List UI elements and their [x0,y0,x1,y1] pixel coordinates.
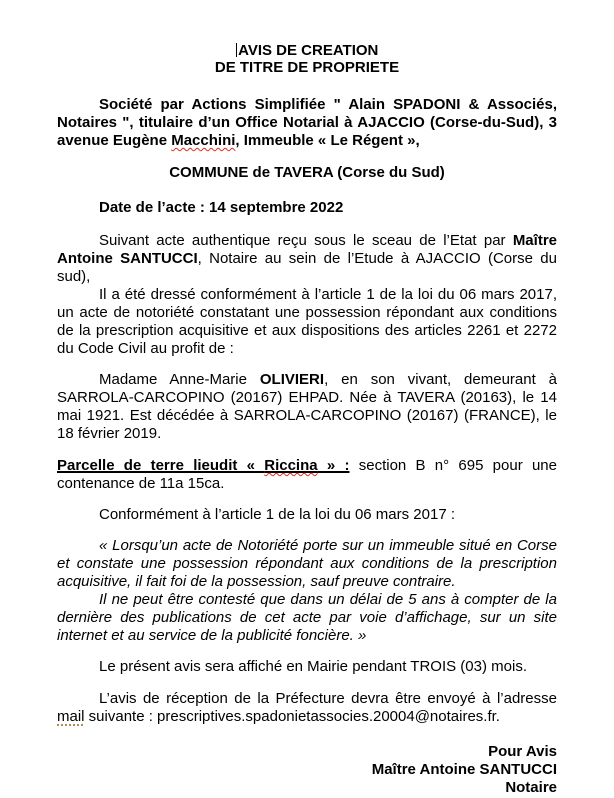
conformement-line: Conformément à l’article 1 de la loi du 06 mars 2017 : [99,506,456,523]
defunte-paragraph [57,371,557,443]
suivant-text: Suivant acte authentique reçu sous le sceau de l’Etat par [99,232,513,249]
parcelle-lead: Parcelle de terre lieudit « [57,457,265,474]
notary-office-text: Société par Actions Simplifiée " Alain SPADONI & Associés, Notaires ", titulaire d’un Office Notarial à AJACCIO (Corse-du-Sud), 3 avenue Eugène [57,96,557,149]
misspelled-word-riccina: Riccina [264,457,318,474]
citation-paragraph-2: Il ne peut être contesté que dans un délai de 5 ans à compter de la dernière des publications de cet acte par voie d’affichage, sur un site internet et au service de la publicité foncière. » [57,591,557,644]
defunte-text-end: , en son vivant, demeurant à SARROLA-CARCOPINO (20167) EHPAD. Née à TAVERA (20163), le 14 mai 1921. Est décédée à SARROLA-CARCOPINO (20167) (FRANCE), le 18 février 2019. [57,371,558,442]
parcelle-tail: » : [317,457,350,474]
commune-line: COMMUNE de TAVERA (Corse du Sud) [169,164,445,181]
parcelle-details: section B n° 695 pour une contenance de 11a 15ca. [57,457,557,492]
defunte-name: OLIVIERI [259,371,325,388]
date-line: Date de l’acte : 14 septembre 2022 [99,199,344,216]
citation-paragraph-1: « Lorsqu’un acte de Notoriété porte sur un immeuble situé en Corse et constate une possession répondant aux conditions de la prescription acquisitive, il fait foi de la possession, sauf preuve contraire. [57,537,557,590]
grammar-flagged-word-mail: mail [57,708,85,725]
suivant-paragraph [57,232,557,286]
reception-paragraph [57,690,557,726]
parcelle-paragraph [57,457,557,493]
reception-text: L’avis de réception de la Préfecture devra être envoyé à l’adresse [99,690,557,707]
title-line-1-text: AVIS DE CREATION [238,42,379,59]
parcelle-heading [57,457,349,474]
dresse-paragraph: Il a été dressé conformément à l’article 1 de la loi du 06 mars 2017, un acte de notoriété constatant une possession répondant aux conditions de la prescription acquisitive et aux dispositions des articles 2261 et 2272 du Code Civil au profit de : [57,286,557,357]
title-line-2-text: DE TITRE DE PROPRIETE [214,59,400,76]
misspelled-word-macchini: Macchini [171,132,236,149]
signature-name: Maître Antoine SANTUCCI [371,761,557,778]
suivant-text-end: , Notaire au sein de l’Etude à AJACCIO (Corse du sud), [57,250,557,285]
signature-role: Notaire [505,779,557,796]
notary-office-text-end: , Immeuble « Le Régent », [235,132,420,149]
title-line-1 [57,42,557,59]
signature-pour-avis: Pour Avis [488,743,557,760]
document-title [57,42,557,76]
notary-office-paragraph [57,96,557,150]
signature-block [57,743,557,797]
affichage-line: Le présent avis sera affiché en Mairie pendant TROIS (03) mois. [99,658,527,675]
defunte-text: Madame Anne-Marie [99,371,260,388]
reception-text-end: suivante : prescriptives.spadonietassocies.20004@notaires.fr. [84,708,500,725]
title-line-2 [57,59,557,76]
text-cursor [236,43,238,57]
notaire-name: Maître Antoine SANTUCCI [57,232,557,267]
